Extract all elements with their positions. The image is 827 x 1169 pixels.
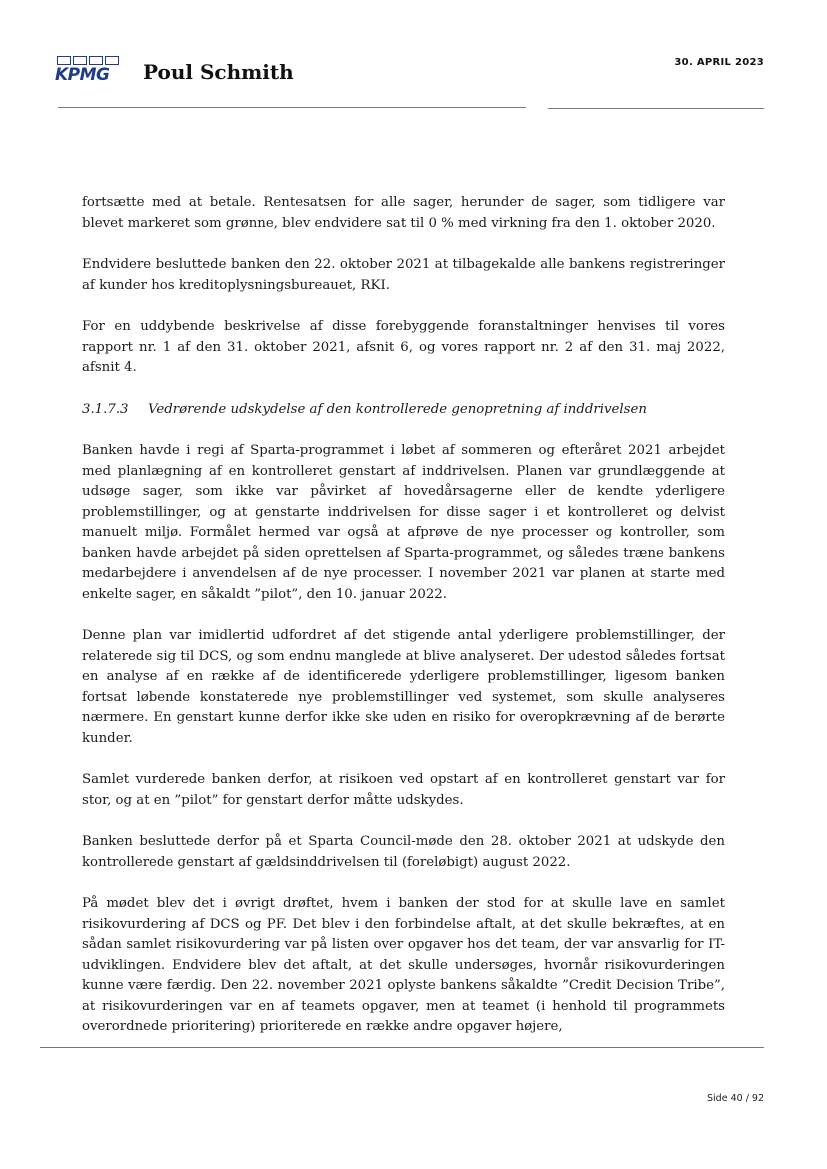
header-rule-left (58, 107, 526, 108)
paragraph-4: Banken havde i regi af Sparta-programmet i løbet af sommeren og efteråret 2021 arbejdet med planlægning af en kontrolleret genstart af inddrivelsen. Planen var grundlæggende at udsøge sager, som ikke var påvirket af hovedårsagerne eller de kendte yderligere problemstillinger, og at genstarte inddrivelsen for disse sager i et kontrolleret og delvist manuelt miljø. Formålet hermed var også at afprøve de nye processer og kontroller, som banken havde arbejdet på siden oprettelsen af Sparta-programmet, og således træne bankens medarbejdere i anvendelsen af de nye processer. I november 2021 var planen at starte med enkelte sager, en såkaldt ”pilot”, den 10. januar 2022. (82, 443, 725, 602)
section-title: Vedrørende udskydelse af den kontrollerede genopretning af inddrivelsen (148, 401, 647, 417)
kpmg-logo (55, 56, 123, 86)
logo-box (73, 56, 87, 65)
paragraph-6: Samlet vurderede banken derfor, at risikoen ved opstart af en kontrolleret genstart var for stor, og at en ”pilot” for genstart derfor måtte udskydes. (82, 772, 725, 808)
page-number: Side 40 / 92 (707, 1093, 764, 1104)
report-date: 30. APRIL 2023 (674, 57, 764, 68)
footer-rule (40, 1047, 764, 1048)
kpmg-logo-text: KPMG (55, 65, 110, 85)
paragraph-3: For en uddybende beskrivelse af disse forebyggende foranstaltninger henvises til vores rapport nr. 1 af den 31. oktober 2021, afsnit 6, og vores rapport nr. 2 af den 31. maj 2022, afsnit 4. (82, 319, 725, 375)
logo-box (105, 56, 119, 65)
section-number: 3.1.7.3 (82, 401, 129, 417)
body-content (82, 193, 725, 1038)
paragraph-8: På mødet blev det i øvrigt drøftet, hvem i banken der stod for at skulle lave en samlet risikovurdering af DCS og PF. Det blev i den forbindelse aftalt, at det skulle bekræftes, at en sådan samlet risikovurdering var på listen over opgaver hos det team, der var ansvarlig for IT-udviklingen. Endvidere blev det aftalt, at det skulle undersøges, hvornår risikovurderingen kunne være færdig. Den 22. november 2021 oplyste bankens såkaldte ”Credit Decision Tribe”, at risikovurderingen var en af teamets opgaver, men at teamet (i henhold til programmets overordnede prioritering) prioriterede en række andre opgaver højere, (82, 896, 725, 1034)
paragraph-5: Denne plan var imidlertid udfordret af det stigende antal yderligere problemstillinger, der relaterede sig til DCS, og som endnu manglede at blive analyseret. Der udestod således fortsat en analyse af en række af de identificerede yderligere problemstillinger, ligesom banken fortsat løbende konstaterede nye problemstillinger ved systemet, som skulle analyseres nærmere. En genstart kunne derfor ikke ske uden en risiko for overopkrævning af de berørte kunder. (82, 628, 725, 746)
paragraph-7: Banken besluttede derfor på et Sparta Council-møde den 28. oktober 2021 at udskyde den kontrollerede genstart af gældsinddrivelsen til (foreløbigt) august 2022. (82, 834, 725, 870)
paragraph-1: fortsætte med at betale. Rentesatsen for alle sager, herunder de sager, som tidligere var blevet markeret som grønne, blev endvidere sat til 0 % med virkning fra den 1. oktober 2020. (82, 195, 725, 231)
section-heading (82, 400, 725, 421)
logo-box (57, 56, 71, 65)
client-name: Poul Schmith (143, 60, 294, 84)
kpmg-logo-boxes (57, 56, 119, 65)
paragraph-2: Endvidere besluttede banken den 22. oktober 2021 at tilbagekalde alle bankens registreringer af kunder hos kreditoplysningsbureauet, RKI. (82, 257, 725, 293)
logo-box (89, 56, 103, 65)
header-rule-right (548, 108, 764, 109)
